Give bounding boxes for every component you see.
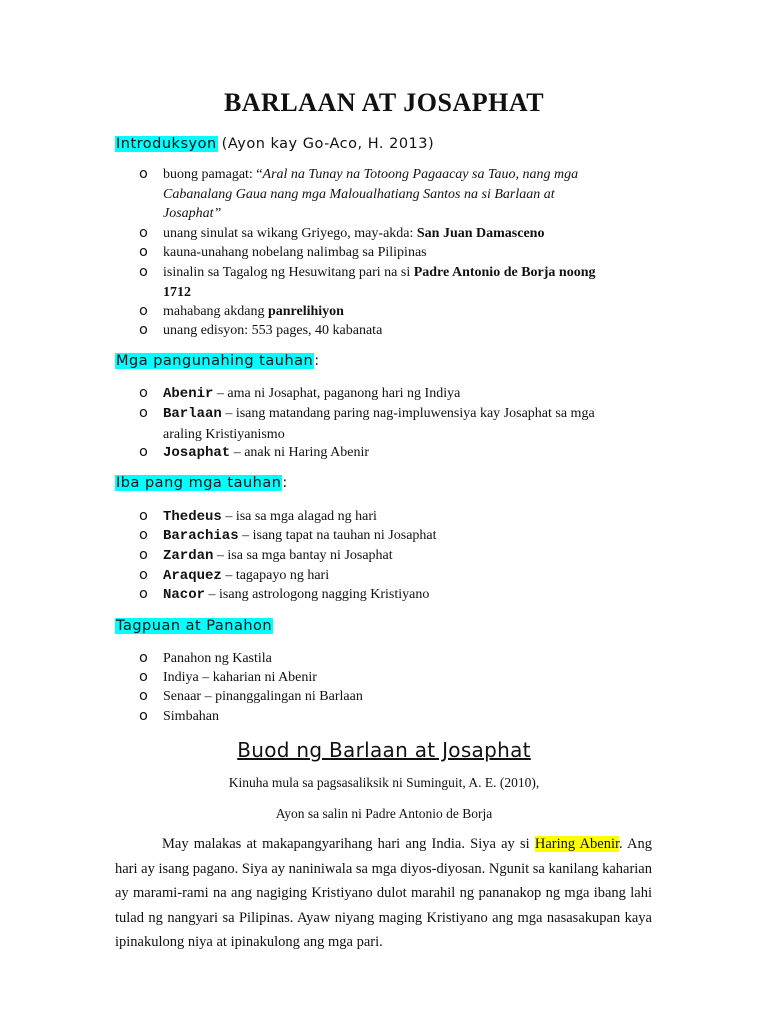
main-characters-label: Mga pangunahing tauhan xyxy=(116,353,314,369)
translator-year: 1712 xyxy=(163,284,191,300)
section-heading-introduksyon xyxy=(115,134,434,154)
setting-item: Senaar – pinanggalingan ni Barlaan xyxy=(163,689,363,704)
bullet-glyph: o xyxy=(139,547,148,563)
introduksyon-label: Introduksyon xyxy=(116,136,217,152)
list-item-religious xyxy=(163,302,643,322)
list-item-full-title xyxy=(163,165,643,224)
list-item-translator xyxy=(163,263,643,302)
character-desc-cont: araling Kristiyanismo xyxy=(163,426,285,442)
heading-colon: : xyxy=(282,475,288,491)
bullet-glyph: o xyxy=(139,444,148,460)
setting-item: Simbahan xyxy=(163,709,219,724)
religious-text: mahabang akdang xyxy=(163,304,268,319)
religious-bold: panrelihiyon xyxy=(267,304,344,319)
full-title-prefix: buong pamagat: “ xyxy=(163,167,263,182)
author-text: unang sinulat sa wikang Griyego, may-akda: xyxy=(163,226,417,241)
highlighted-name: Haring Abenir xyxy=(534,836,620,852)
section-heading-setting xyxy=(115,616,273,636)
character-item xyxy=(163,546,643,567)
character-desc: – isa sa mga bantay ni Josaphat xyxy=(213,548,393,563)
full-title-text-a: Aral na Tunay na Totoong Pagaacay sa Tauo, nang mga xyxy=(262,167,579,182)
bullet-glyph: o xyxy=(139,567,148,583)
section-heading-other-characters xyxy=(115,473,288,493)
character-item xyxy=(163,585,643,606)
character-item xyxy=(163,443,643,464)
translator-text: isinalin sa Tagalog ng Hesuwitang pari na si xyxy=(163,265,414,280)
character-name: Thedeus xyxy=(163,509,222,525)
list-item-first-edition: unang edisyon: 553 pages, 40 kabanata xyxy=(163,323,383,338)
character-desc: – isang astrologong nagging Kristiyano xyxy=(205,587,430,602)
character-name: Araquez xyxy=(163,568,222,584)
character-item xyxy=(163,566,643,587)
character-desc: – tagapayo ng hari xyxy=(221,568,330,583)
character-item xyxy=(163,526,643,547)
character-name: Abenir xyxy=(163,386,214,402)
bullet-glyph: o xyxy=(139,527,148,543)
bullet-glyph: o xyxy=(139,708,148,724)
character-name: Josaphat xyxy=(163,445,231,461)
character-desc: – anak ni Haring Abenir xyxy=(230,445,370,460)
bullet-glyph: o xyxy=(139,264,148,280)
bullet-glyph: o xyxy=(139,244,148,260)
summary-source: Kinuha mula sa pagsasaliksik ni Suminguit, A. E. (2010), xyxy=(228,775,540,790)
section-heading-main-characters xyxy=(115,351,320,371)
bullet-glyph: o xyxy=(139,405,148,421)
character-name: Nacor xyxy=(163,587,206,603)
bullet-glyph: o xyxy=(139,508,148,524)
summary-paragraph xyxy=(115,832,652,955)
summary-title: Buod ng Barlaan at Josaphat xyxy=(237,738,531,762)
bullet-glyph: o xyxy=(139,688,148,704)
bullet-glyph: o xyxy=(139,650,148,666)
bullet-glyph: o xyxy=(139,669,148,685)
full-title-text-b: Cabanalang Gaua nang mga Maloualhatiang Santos na si Barlaan at xyxy=(163,186,555,202)
character-desc: – isang tapat na tauhan ni Josaphat xyxy=(238,528,437,543)
translator-name-a: Padre Antonio de Borja noong xyxy=(413,265,596,280)
summary-text-a: May malakas at makapangyarihang hari ang India. Siya ay si xyxy=(162,836,535,852)
author-name: San Juan Damasceno xyxy=(416,226,545,241)
setting-label: Tagpuan at Panahon xyxy=(116,618,273,634)
bullet-glyph: o xyxy=(139,586,148,602)
character-desc: – isa sa mga alagad ng hari xyxy=(221,509,377,524)
bullet-glyph: o xyxy=(139,166,148,182)
character-desc: – ama ni Josaphat, paganong hari ng Indiya xyxy=(213,386,461,401)
document-title: BARLAAN AT JOSAPHAT xyxy=(223,88,545,117)
summary-text-b: . Ang hari ay isang pagano. Siya ay naniniwala sa mga diyos-diyosan. Ngunit sa kanilang kaharian ay marami-rami na ang nagiging Kristiyano dulot marahil ng pananakop ng mga ibang lahi tulad ng nangyari sa Pilipinas. Ayaw niyang maging Kristiyano ang mga nasasakupan kaya ipinakulong niya at ipinakulong ang mga pari. xyxy=(115,836,653,950)
summary-translation-note: Ayon sa salin ni Padre Antonio de Borja xyxy=(275,806,493,821)
bullet-glyph: o xyxy=(139,385,148,401)
character-desc: – isang matandang paring nag-impluwensiya kay Josaphat sa mga xyxy=(221,406,595,421)
introduksyon-source: (Ayon kay Go-Aco, H. 2013) xyxy=(221,136,435,152)
list-item-original-author xyxy=(163,224,643,244)
character-item xyxy=(163,507,643,528)
bullet-glyph: o xyxy=(139,303,148,319)
character-item xyxy=(163,384,643,405)
bullet-glyph: o xyxy=(139,225,148,241)
character-name: Zardan xyxy=(163,548,214,564)
character-item xyxy=(163,404,643,444)
character-name: Barlaan xyxy=(163,406,222,422)
setting-item: Indiya – kaharian ni Abenir xyxy=(163,670,317,685)
full-title-text-c: Josaphat” xyxy=(163,206,222,221)
character-name: Barachias xyxy=(163,528,239,544)
list-item-first-novel: kauna-unahang nobelang nalimbag sa Pilipinas xyxy=(163,245,427,260)
setting-item: Panahon ng Kastila xyxy=(163,651,272,666)
heading-colon: : xyxy=(314,353,320,369)
other-characters-label: Iba pang mga tauhan xyxy=(116,475,282,491)
bullet-glyph: o xyxy=(139,322,148,338)
